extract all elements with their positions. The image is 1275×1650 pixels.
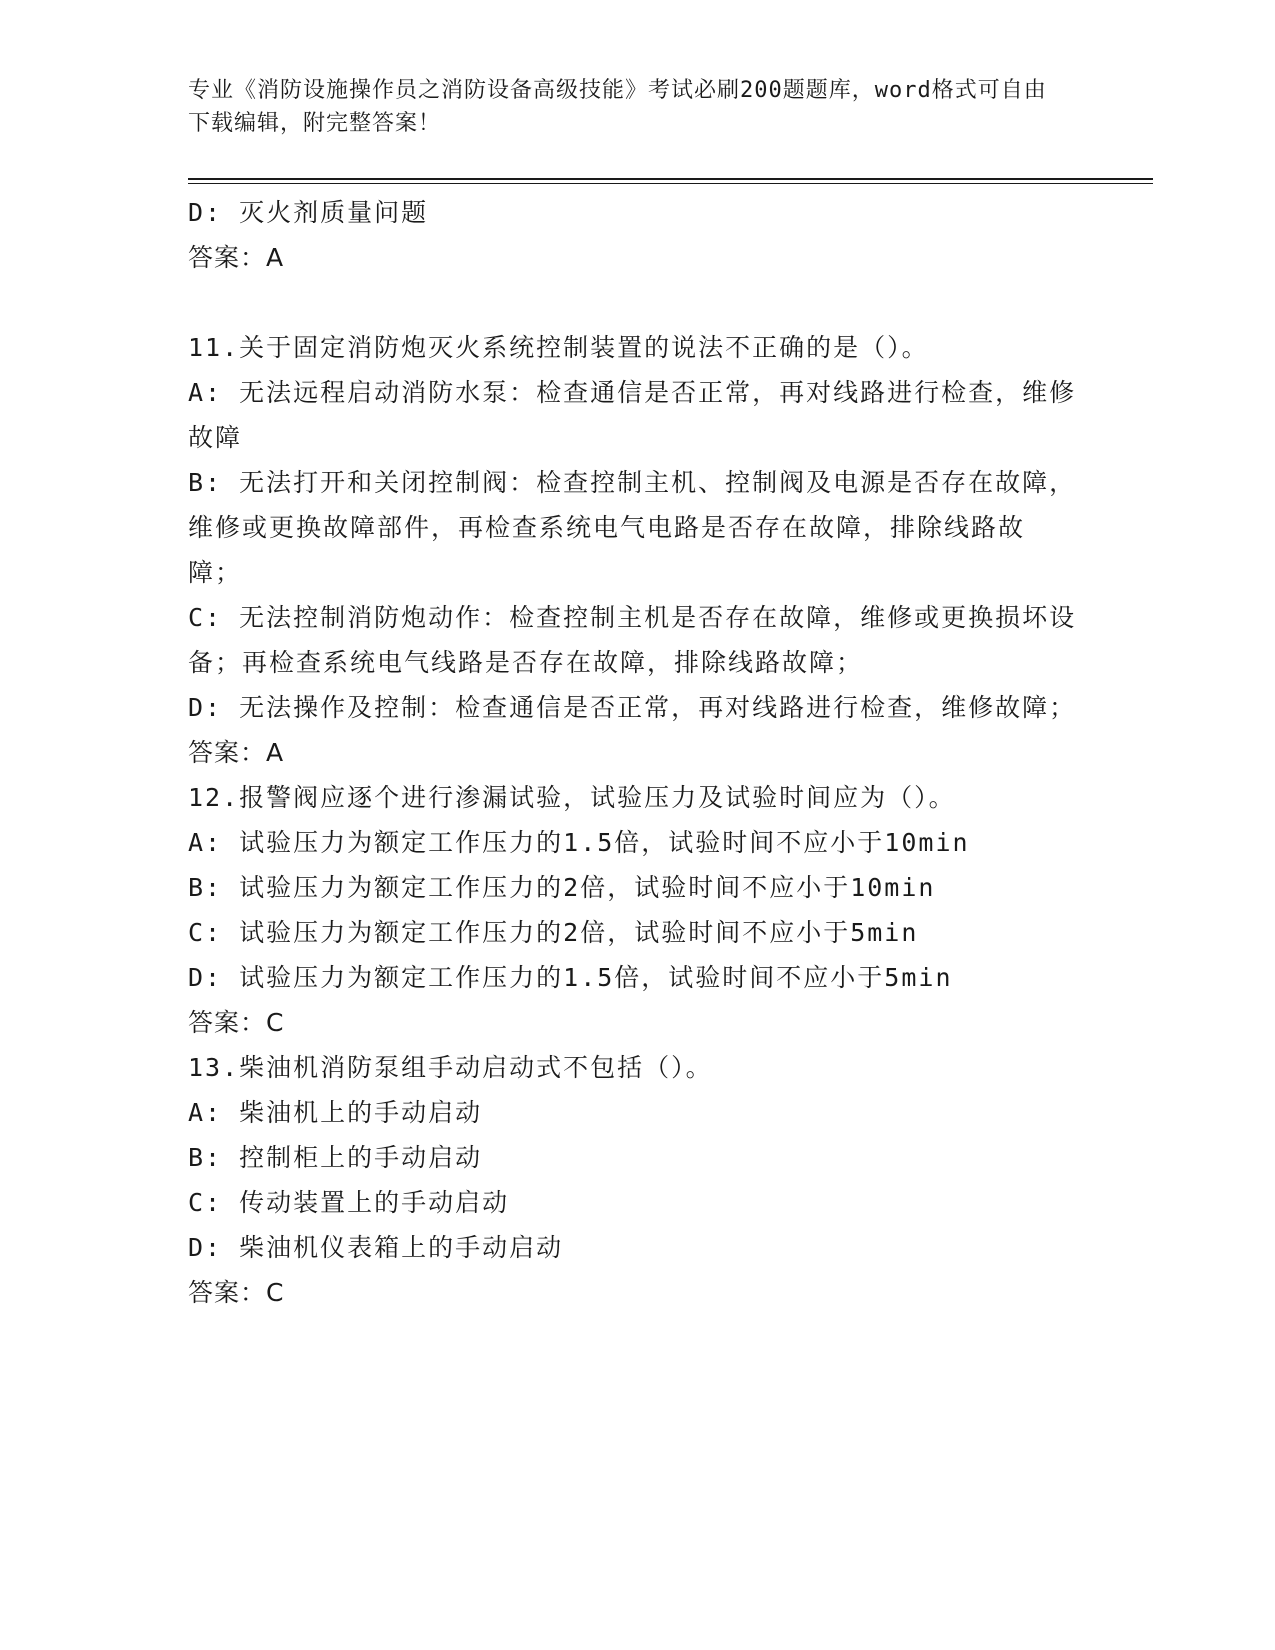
question-option-a: A: 无法远程启动消防水泵：检查通信是否正常，再对线路进行检查，维修故障 bbox=[188, 378, 1077, 452]
question-option-c: C: 无法控制消防炮动作：检查控制主机是否存在故障，维修或更换损坏设备；再检查系统电气线路是否存在故障，排除线路故障； bbox=[188, 603, 1077, 677]
header-rule-thick bbox=[188, 178, 1153, 180]
question-option-b: B: 试验压力为额定工作压力的2倍，试验时间不应小于10min bbox=[188, 873, 936, 902]
question-option-d: D: 无法操作及控制：检查通信是否正常，再对线路进行检查，维修故障； bbox=[188, 693, 1077, 722]
question-content bbox=[188, 190, 1078, 1315]
question-option-c: C: 试验压力为额定工作压力的2倍，试验时间不应小于5min bbox=[188, 918, 919, 947]
question-stem: 11.关于固定消防炮灭火系统控制装置的说法不正确的是（）。 bbox=[188, 333, 929, 362]
question-option-b: B: 控制柜上的手动启动 bbox=[188, 1143, 483, 1172]
header-rule-thin bbox=[188, 183, 1153, 184]
question-option-c: C: 传动装置上的手动启动 bbox=[188, 1188, 510, 1217]
question-answer: 答案：A bbox=[188, 738, 285, 767]
question-answer: 答案：C bbox=[188, 1278, 285, 1307]
document-header: 专业《消防设施操作员之消防设备高级技能》考试必刷200题题库，word格式可自由下载编辑，附完整答案！ bbox=[188, 78, 1047, 136]
question-option-b: B: 无法打开和关闭控制阀：检查控制主机、控制阀及电源是否存在故障，维修或更换故障部件，再检查系统电气电路是否存在故障，排除线路故障； bbox=[188, 468, 1077, 587]
question-option-d: D: 试验压力为额定工作压力的1.5倍，试验时间不应小于5min bbox=[188, 963, 953, 992]
question-11 bbox=[188, 325, 1078, 775]
question-stem: 13.柴油机消防泵组手动启动式不包括（）。 bbox=[188, 1053, 713, 1082]
previous-question-answer: 答案：A bbox=[188, 243, 285, 272]
question-option-a: A: 试验压力为额定工作压力的1.5倍，试验时间不应小于10min bbox=[188, 828, 970, 857]
question-13 bbox=[188, 1045, 1078, 1315]
question-option-d: D: 柴油机仪表箱上的手动启动 bbox=[188, 1233, 564, 1262]
question-answer: 答案：C bbox=[188, 1008, 285, 1037]
question-12 bbox=[188, 775, 1078, 1045]
question-stem: 12.报警阀应逐个进行渗漏试验，试验压力及试验时间应为（）。 bbox=[188, 783, 956, 812]
question-option-a: A: 柴油机上的手动启动 bbox=[188, 1098, 483, 1127]
previous-question-option-d: D: 灭火剂质量问题 bbox=[188, 198, 429, 227]
